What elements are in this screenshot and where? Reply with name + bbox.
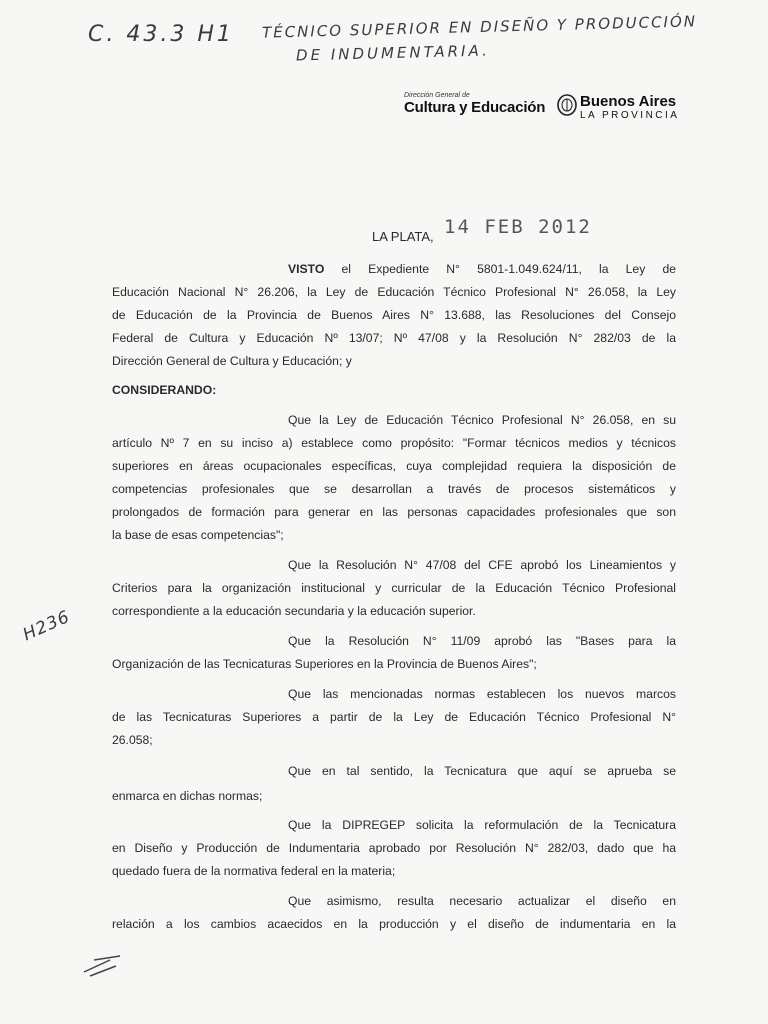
paragraph-line: Criterios para la organización institucional y curricular de la Educación Técnico Profesional: [112, 581, 676, 595]
handwritten-title-line1: TÉCNICO SUPERIOR EN DISEÑO Y PRODUCCIÓN: [261, 12, 698, 42]
paragraph-line: quedado fuera de la normativa federal en la materia;: [112, 864, 396, 878]
province-name: Buenos Aires: [580, 93, 677, 110]
paragraph-line: la base de esas competencias";: [112, 528, 284, 542]
visto-line: de Educación de la Provincia de Buenos Aires N° 13.688, las Resoluciones del Consejo: [112, 308, 676, 322]
paragraph-line: correspondiente a la educación secundaria y la educación superior.: [112, 604, 476, 618]
visto-first-line: [288, 261, 676, 277]
paragraph-line: competencias profesionales que se desarrollan a través de procesos sistemáticos y: [112, 482, 676, 496]
date-stamp: 14 FEB 2012: [444, 216, 592, 238]
visto-line: Dirección General de Cultura y Educación; y: [112, 354, 352, 368]
handwritten-code: C. 43.3 H1: [88, 22, 234, 47]
paragraph-line: Que la DIPREGEP solicita la reformulación de la Tecnicatura: [288, 818, 676, 832]
paragraph-line: Que las mencionadas normas establecen los nuevos marcos: [288, 687, 676, 701]
paragraph-line: Que en tal sentido, la Tecnicatura que aquí se aprueba se: [288, 764, 676, 778]
paragraph-line: enmarca en dichas normas;: [112, 789, 263, 803]
paragraph-line: Que asimismo, resulta necesario actualizar el diseño en: [288, 894, 676, 908]
visto-line: Educación Nacional N° 26.206, la Ley de Educación Técnico Profesional N° 26.058, la Ley: [112, 285, 676, 299]
paragraph-line: de las Tecnicaturas Superiores a partir de la Ley de Educación Técnico Profesional N°: [112, 710, 676, 724]
paragraph-line: Que la Resolución N° 11/09 aprobó las "Bases para la: [288, 634, 676, 648]
handwritten-arrow-mark: [80, 950, 130, 980]
paragraph-line: 26.058;: [112, 733, 153, 747]
paragraph-line: relación a los cambios acaecidos en la producción y el diseño de indumentaria en la: [112, 917, 676, 931]
paragraph-line: Que la Resolución N° 47/08 del CFE aprobó los Lineamientos y: [288, 558, 676, 572]
paragraph-line: en Diseño y Producción de Indumentaria aprobado por Resolución N° 282/03, dado que ha: [112, 841, 676, 855]
province-subtitle: LA PROVINCIA: [580, 110, 680, 121]
handwritten-margin-note: H236: [20, 606, 74, 646]
paragraph-line: superiores en áreas ocupacionales específicas, cuya complejidad requiera la disposición de: [112, 459, 676, 473]
province-seal-icon: [556, 94, 578, 116]
visto-line: Federal de Cultura y Educación Nº 13/07; Nº 47/08 y la Resolución N° 282/03 de la: [112, 331, 676, 345]
paragraph-line: Que la Ley de Educación Técnico Profesional N° 26.058, en su: [288, 413, 676, 427]
visto-first-text: el Expediente N° 5801-1.049.624/11, la Ley de: [341, 262, 676, 276]
considerando-heading: CONSIDERANDO:: [112, 383, 217, 397]
visto-keyword: VISTO: [288, 262, 325, 276]
handwritten-title-line2: DE INDUMENTARIA.: [295, 41, 491, 65]
paragraph-line: prolongados de formación para generar en las personas capacidades profesionales que son: [112, 505, 676, 519]
dateline-place: LA PLATA,: [372, 229, 434, 244]
paragraph-line: Organización de las Tecnicaturas Superiores en la Provincia de Buenos Aires";: [112, 657, 537, 671]
letterhead-logo: [404, 92, 684, 128]
agency-name: Cultura y Educación: [404, 99, 546, 116]
agency-small-label: Dirección General de: [404, 92, 470, 99]
paragraph-line: artículo Nº 7 en su inciso a) establece como propósito: "Formar técnicos medios y técnicos: [112, 436, 676, 450]
